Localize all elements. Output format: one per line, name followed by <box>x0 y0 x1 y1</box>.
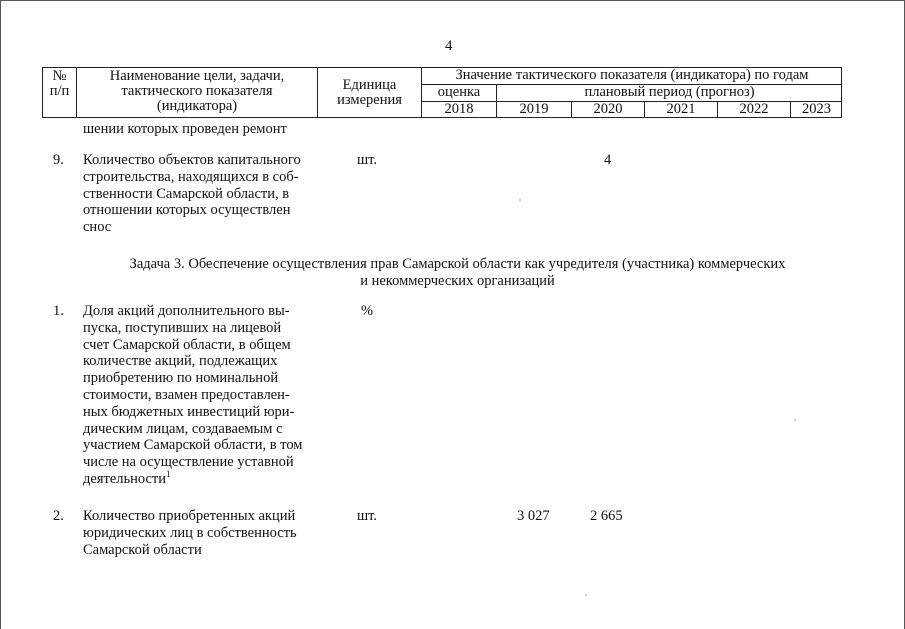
page-border-top <box>0 0 905 1</box>
header-col-unit: Единица измерения <box>337 77 402 108</box>
row-number: 2. <box>53 508 64 524</box>
header-col-values-title: Значение тактического показателя (индикатора) по годам <box>455 67 809 83</box>
scan-speck <box>794 419 796 421</box>
row-name: Доля акций дополнительного вы- пуска, поступивших на лицевой счет Самарской области, в общем количестве акций, подлежащих приобретению по номинальной стоимости, взамен предоставлен- ных бюджетных инвестиций юри- дическим лицам, создаваемым с участием Самарской области, в том числе на осуществление уставной деятельности$^1$ <box>83 303 303 487</box>
scan-speck <box>585 594 587 596</box>
header-year-2020: 2020 <box>593 101 623 117</box>
header-col-planned: плановый период (прогноз) <box>584 84 755 100</box>
footnote-marker: 1 <box>166 469 171 480</box>
header-year-2023: 2023 <box>802 101 831 117</box>
row-unit: % <box>361 303 374 319</box>
row-number: 1. <box>53 303 64 319</box>
header-col-number: № п/п <box>49 68 70 99</box>
header-col-name: Наименование цели, задачи, тактического показателя (индикатора) <box>109 68 285 114</box>
page-number: 4 <box>445 38 453 54</box>
scan-speck <box>519 199 521 201</box>
row-value-2020: 2 665 <box>590 508 623 524</box>
row-value-2020: 4 <box>604 152 612 168</box>
row-unit: шт. <box>357 152 378 168</box>
row-number: 9. <box>53 152 64 168</box>
row-name: Количество приобретенных акций юридических лиц в собственность Самарской области <box>83 508 297 558</box>
header-col-estimate: оценка <box>437 84 481 100</box>
continuation-text: шении которых проведен ремонт <box>83 121 287 137</box>
header-year-2019: 2019 <box>519 101 549 117</box>
row-name: Количество объектов капитального строительства, находящихся в соб- ственности Самарской области, в отношении которых осуществлен снос <box>83 152 301 236</box>
header-year-2022: 2022 <box>739 101 769 117</box>
page-border-left <box>0 0 1 629</box>
header-year-2021: 2021 <box>666 101 696 117</box>
row-value-2019: 3 027 <box>517 508 550 524</box>
task-heading: Задача 3. Обеспечение осуществления прав Самарской области как учредителя (участника) коммерческих и некоммерческих организаций <box>129 256 786 289</box>
header-year-2018: 2018 <box>444 101 474 117</box>
row-unit: шт. <box>357 508 378 524</box>
